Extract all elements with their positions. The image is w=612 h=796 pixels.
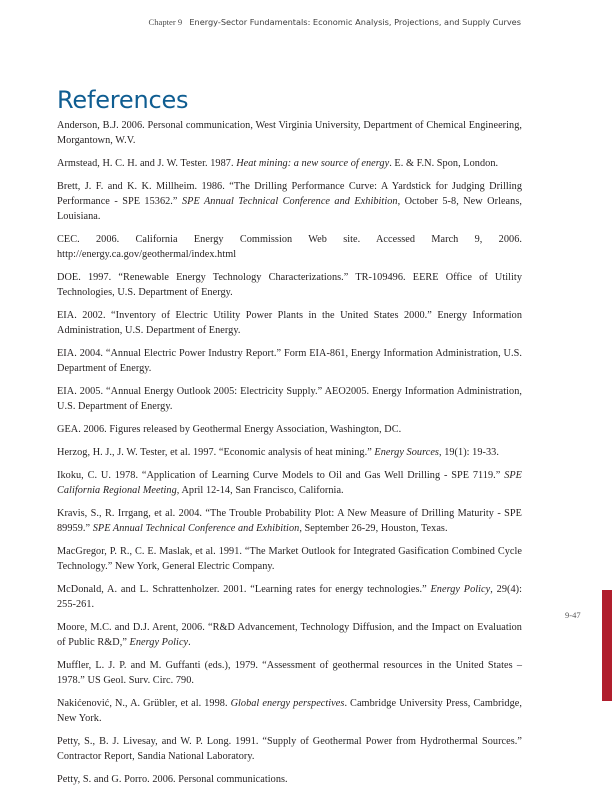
reference-italic-text: Global energy perspectives bbox=[230, 698, 345, 710]
reference-text: EIA. 2004. “Annual Electric Power Industry Report.” Form EIA-861, Energy Information Administration, U.S. Department of Energy. bbox=[57, 348, 522, 374]
reference-text: Anderson, B.J. 2006. Personal communication, West Virginia University, Department of Chemical Engineering, Morgantown, W.V. bbox=[57, 120, 522, 146]
reference-text: . Cambridge University Press, Cambridge, New York. bbox=[57, 698, 522, 725]
page-number: 9-47 bbox=[565, 610, 581, 620]
reference-italic-text: SPE Annual Technical Conference and Exhibition bbox=[181, 196, 398, 207]
reference-text: . bbox=[188, 637, 191, 649]
reference-text: Kravis, S., R. Irrgang, et al. 2004. “The Trouble Probability Plot: A New Measure of Drilling Maturity - SPE 89959.” bbox=[57, 508, 522, 535]
reference-italic-text: Energy Policy bbox=[129, 637, 189, 649]
reference-text: , October 5-8, New Orleans, Louisiana. bbox=[57, 196, 522, 222]
reference-text: GEA. 2006. Figures released by Geothermal Energy Association, Washington, DC. bbox=[57, 424, 402, 435]
reference-text: , 19(1): 19-33. bbox=[438, 447, 499, 459]
reference-italic-text: SPE California Regional Meeting bbox=[57, 470, 522, 497]
reference-text: DOE. 1997. “Renewable Energy Technology Characterizations.” TR-109496. EERE Office of Utility Technologies, U.S. Department of Energy. bbox=[57, 272, 522, 298]
reference-italic-text: Energy Sources bbox=[374, 447, 439, 459]
reference-text: Herzog, H. J., J. W. Tester, et al. 1997. “Economic analysis of heat mining.” bbox=[57, 447, 375, 459]
reference-entry bbox=[57, 119, 522, 149]
reference-text: , April 12-14, San Francisco, California. bbox=[176, 485, 344, 497]
reference-entry bbox=[57, 545, 522, 575]
reference-text: Petty, S. and G. Porro. 2006. Personal communications. bbox=[57, 774, 288, 786]
reference-text: Brett, J. F. and K. K. Millheim. 1986. “The Drilling Performance Curve: A Yardstick for Judging Drilling Performance - SPE 15362.” bbox=[57, 181, 522, 207]
reference-italic-text: Energy Policy bbox=[430, 584, 491, 596]
reference-entry bbox=[57, 469, 522, 499]
reference-entry bbox=[57, 446, 522, 461]
reference-entry bbox=[57, 271, 522, 301]
reference-italic-text: Heat mining: a new source of energy bbox=[236, 158, 390, 169]
reference-italic-text: SPE Annual Technical Conference and Exhibition bbox=[92, 523, 300, 535]
reference-entry bbox=[57, 659, 522, 689]
reference-entry bbox=[57, 233, 522, 263]
reference-entry bbox=[57, 385, 522, 415]
reference-entry bbox=[57, 697, 522, 727]
reference-text: Muffler, L. J. P. and M. Guffanti (eds.), 1979. “Assessment of geothermal resources in the United States – 1978.” US Geol. Surv. Circ. 790. bbox=[57, 660, 522, 687]
reference-entry bbox=[57, 347, 522, 377]
reference-text: MacGregor, P. R., C. E. Maslak, et al. 1991. “The Market Outlook for Integrated Gasification Combined Cycle Technology.” New York, General Electric Company. bbox=[57, 546, 522, 573]
reference-entry bbox=[57, 621, 522, 651]
reference-entry bbox=[57, 507, 522, 537]
chapter-side-tab bbox=[602, 590, 612, 701]
chapter-label: Chapter 9 bbox=[148, 17, 183, 27]
reference-text: Petty, S., B. J. Livesay, and W. P. Long. 1991. “Supply of Geothermal Power from Hydrothermal Sources.” Contractor Report, Sandia National Laboratory. bbox=[57, 736, 522, 763]
reference-text: Nakićenović, N., A. Grübler, et al. 1998. bbox=[57, 698, 231, 710]
reference-text: , September 26-29, Houston, Texas. bbox=[299, 523, 448, 535]
chapter-title: Energy-Sector Fundamentals: Economic Analysis, Projections, and Supply Curves bbox=[189, 17, 521, 27]
reference-entry bbox=[57, 583, 522, 613]
reference-text: , 29(4): 255-261. bbox=[57, 584, 523, 611]
reference-entry bbox=[57, 735, 522, 765]
reference-text: Moore, M.C. and D.J. Arent, 2006. “R&D Advancement, Technology Diffusion, and the Impact on Evaluation of Public R&D,” bbox=[57, 622, 522, 649]
references-heading: References bbox=[57, 86, 189, 114]
reference-text: EIA. 2005. “Annual Energy Outlook 2005: Electricity Supply.” AEO2005. Energy Information Administration, U.S. Department of Energy. bbox=[57, 386, 522, 412]
reference-entry bbox=[57, 157, 522, 172]
reference-list bbox=[57, 119, 522, 796]
running-header bbox=[149, 17, 521, 27]
reference-entry bbox=[57, 309, 522, 339]
reference-text: . E. & F.N. Spon, London. bbox=[389, 158, 499, 169]
reference-text: Armstead, H. C. H. and J. W. Tester. 1987. bbox=[57, 158, 237, 169]
reference-entry bbox=[57, 423, 522, 438]
reference-text: EIA. 2002. “Inventory of Electric Utility Power Plants in the United States 2000.” Energy Information Administration, U.S. Department of Energy. bbox=[57, 310, 522, 336]
reference-text: McDonald, A. and L. Schrattenholzer. 2001. “Learning rates for energy technologies.” bbox=[57, 584, 431, 596]
reference-text: CEC. 2006. California Energy Commission Web site. Accessed March 9, 2006. http://energy.ca.gov/geothermal/index.html bbox=[57, 234, 522, 260]
reference-entry bbox=[57, 773, 522, 788]
reference-entry bbox=[57, 180, 522, 225]
reference-text: Ikoku, C. U. 1978. “Application of Learning Curve Models to Oil and Gas Well Drilling - SPE 7119.” bbox=[57, 470, 505, 482]
